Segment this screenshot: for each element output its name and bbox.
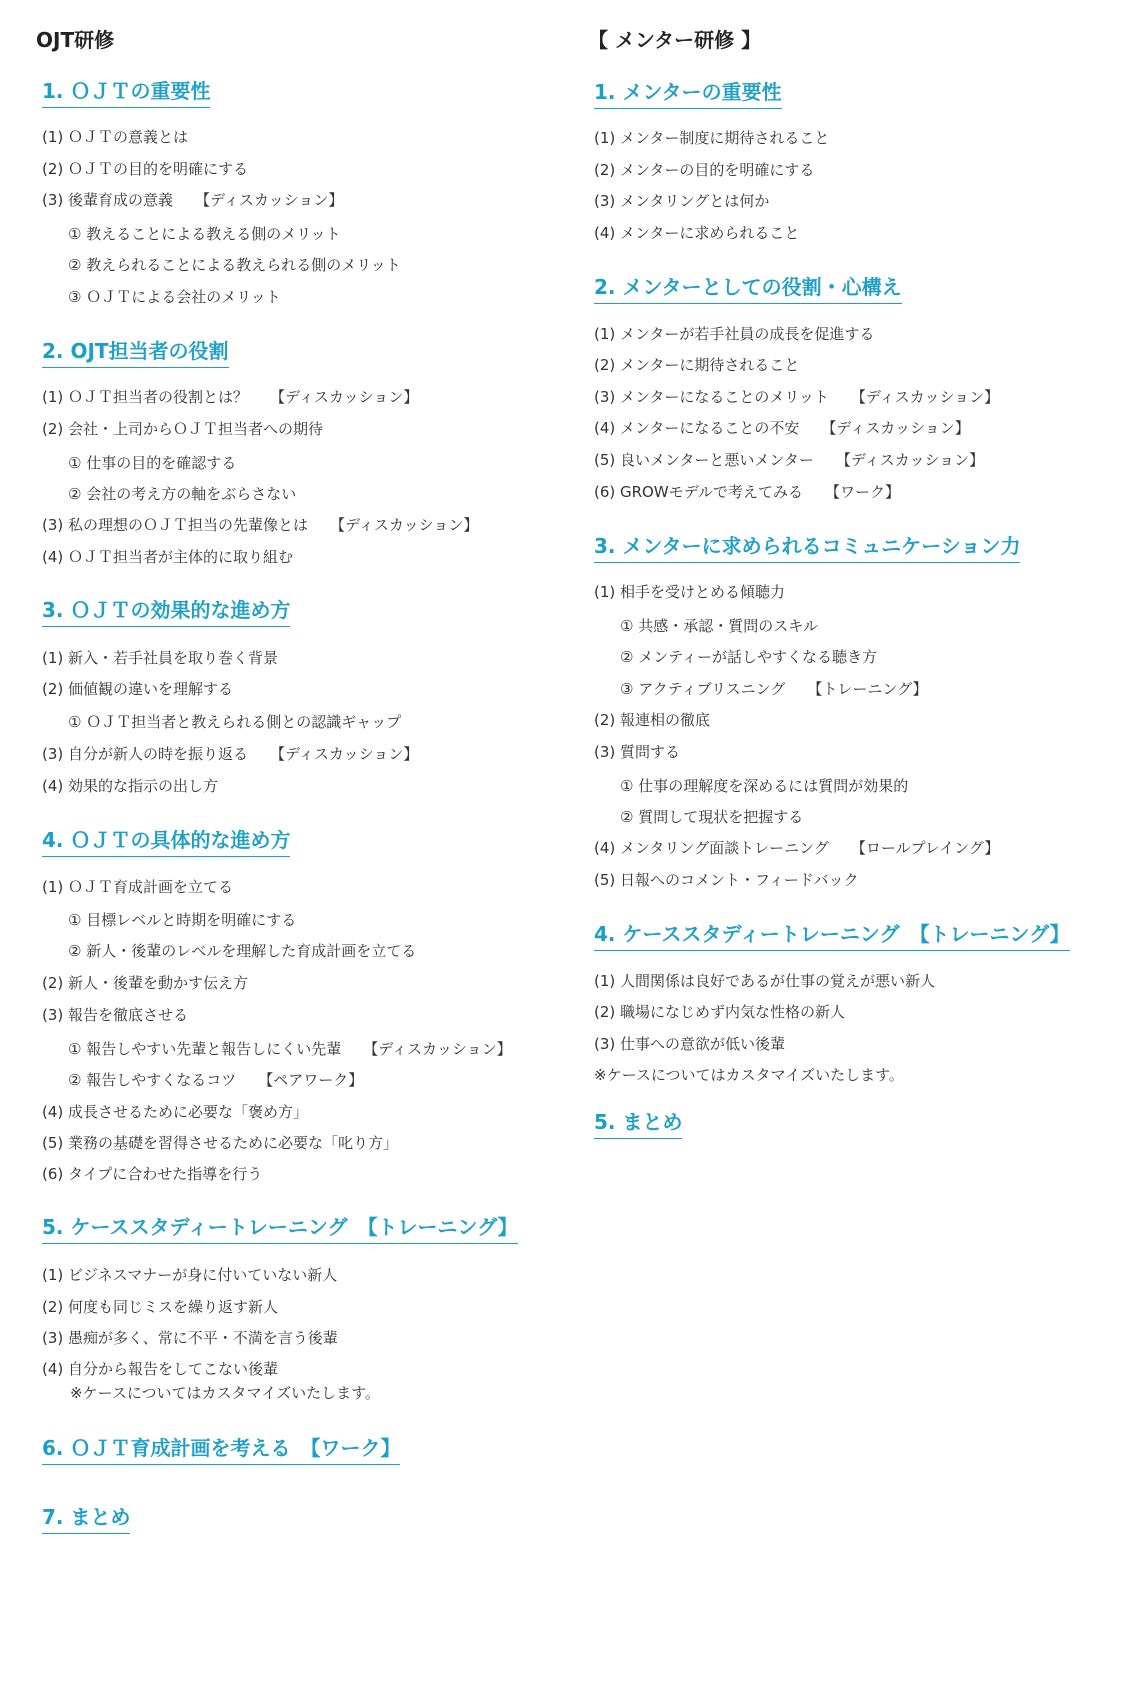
item-text: (2) 何度も同じミスを繰り返す新人 [42,1298,279,1316]
list-item [594,421,970,436]
sub-list-item [68,1073,363,1088]
section-heading: 4. ＯＪＴの具体的な進め方 [42,830,290,857]
section-heading: 3. ＯＪＴの効果的な進め方 [42,600,290,627]
list-item [594,585,785,600]
section-heading: 7. まとめ [42,1507,130,1534]
item-text: (3) 質問する [594,743,681,761]
item-text: (4) メンターに求められること [594,224,800,242]
activity-tag: 【トレーニング】 [807,680,928,698]
item-text: (1) ＯＪＴの意義とは [42,128,189,146]
activity-tag: 【ディスカッション】 [270,745,419,763]
item-text: ① 報告しやすい先輩と報告しにくい先輩 [68,1040,342,1058]
note-text [594,1068,904,1083]
list-item [594,327,874,342]
activity-tag: 【ディスカッション】 [363,1040,512,1058]
sub-list-item [620,779,908,794]
sub-list-item [620,682,928,697]
item-text: ② 質問して現状を把握する [620,808,804,826]
activity-tag: 【ディスカッション】 [850,388,1000,406]
item-text: (2) ＯＪＴの目的を明確にする [42,160,249,178]
item-text: (5) 良いメンターと悪いメンター [594,451,814,469]
column-title: 【 メンター研修 】 [588,28,762,52]
item-text: (4) 成長させるために必要な「褒め方」 [42,1103,309,1121]
item-text: ① 目標レベルと時期を明確にする [68,911,297,929]
item-text: (1) ＯＪＴ育成計画を立てる [42,878,234,896]
item-text: (2) メンターの目的を明確にする [594,161,815,179]
list-item [42,1105,308,1120]
list-item [594,1037,785,1052]
list-item [594,131,829,146]
activity-tag: 【ディスカッション】 [821,419,970,437]
item-text: ③ ＯＪＴによる会社のメリット [68,288,281,306]
item-text: (2) 報連相の徹底 [594,711,711,729]
item-text: ② 会社の考え方の軸をぶらさない [68,485,297,503]
list-item [42,130,188,145]
section-heading: 5. まとめ [594,1112,682,1139]
list-item [42,518,478,533]
item-text: (1) メンターが若手社員の成長を促進する [594,325,875,343]
list-item [42,682,233,697]
section-heading: 2. OJT担当者の役割 [42,341,229,368]
sub-list-item [68,715,401,730]
item-text: ① 教えることによる教える側のメリット [68,225,341,243]
item-text: ① 仕事の理解度を深めるには質問が効果的 [620,777,909,795]
list-item [42,162,248,177]
sub-list-item [68,227,341,242]
activity-tag: 【ペアワーク】 [258,1071,364,1089]
list-item [42,779,218,794]
list-item [594,358,799,373]
list-item [594,163,814,178]
list-item [42,422,323,437]
item-text: (2) 価値観の違いを理解する [42,680,234,698]
list-item [594,873,859,888]
list-item [42,1167,262,1182]
activity-tag: 【ディスカッション】 [835,451,985,469]
sub-list-item [68,913,296,928]
item-text: (5) 業務の基礎を習得させるために必要な「叱り方」 [42,1134,399,1152]
item-text: (1) 相手を受けとめる傾聴力 [594,583,786,601]
activity-tag: 【ディスカッション】 [195,191,344,209]
list-item [42,1008,188,1023]
list-item [42,550,293,565]
list-item [42,976,248,991]
item-text: ③ アクティブリスニング [620,680,786,698]
item-text: ① ＯＪＴ担当者と教えられる側との認識ギャップ [68,713,402,731]
sub-list-item [68,290,281,305]
section-heading: 1. メンターの重要性 [594,82,782,109]
item-text: (1) 人間関係は良好であるが仕事の覚えが悪い新人 [594,972,936,990]
item-text: (4) ＯＪＴ担当者が主体的に取り組む [42,548,294,566]
list-item [42,1136,398,1151]
list-item [42,1300,278,1315]
item-text: ① 共感・承認・質問のスキル [620,617,819,635]
activity-tag: 【ワーク】 [824,483,900,501]
column-title: OJT研修 [36,28,115,52]
item-text: (3) メンターになることのメリット [594,388,829,406]
item-text: (1) メンター制度に期待されること [594,129,830,147]
item-text: ※ケースについてはカスタマイズいたします。 [70,1384,380,1402]
item-text: ② メンティーが話しやすくなる聴き方 [620,648,878,666]
item-text: (3) 仕事への意欲が低い後輩 [594,1035,786,1053]
list-item [594,226,799,241]
section-heading: 5. ケーススタディートレーニング 【トレーニング】 [42,1217,518,1244]
item-text: (2) メンターに期待されること [594,356,800,374]
sub-list-item [68,456,236,471]
section-heading: 4. ケーススタディートレーニング 【トレーニング】 [594,924,1070,951]
list-item [594,485,900,500]
item-text: (1) 新入・若手社員を取り巻く背景 [42,649,279,667]
list-item [594,713,710,728]
item-text: (1) ビジネスマナーが身に付いていない新人 [42,1266,338,1284]
item-text: ② 新人・後輩のレベルを理解した育成計画を立てる [68,942,417,960]
list-item [42,390,418,405]
sub-list-item [68,944,416,959]
list-item [594,841,999,856]
list-item [594,390,999,405]
item-text: (1) ＯＪＴ担当者の役割とは？ [42,388,249,406]
item-text: (4) 効果的な指示の出し方 [42,777,219,795]
item-text: (3) 自分が新人の時を振り返る [42,745,249,763]
sub-list-item [620,810,803,825]
item-text: ※ケースについてはカスタマイズいたします。 [594,1066,904,1084]
list-item [42,193,343,208]
sub-list-item [68,1042,512,1057]
section-heading: 6. ＯＪＴ育成計画を考える 【ワーク】 [42,1438,400,1465]
item-text: (3) メンタリングとは何か [594,192,770,210]
list-item [42,651,278,666]
item-text: (3) 愚痴が多く、常に不平・不満を言う後輩 [42,1329,338,1347]
sub-list-item [68,258,401,273]
item-text: ① 仕事の目的を確認する [68,454,237,472]
item-text: (6) GROWモデルで考えてみる [594,483,803,501]
item-text: ② 報告しやすくなるコツ [68,1071,237,1089]
sub-list-item [620,650,877,665]
item-text: (3) 後輩育成の意義 [42,191,174,209]
note-text [70,1386,380,1401]
section-heading: 2. メンターとしての役割・心構え [594,277,902,304]
item-text: (4) メンタリング面談トレーニング [594,839,829,857]
item-text: (5) 日報へのコメント・フィードバック [594,871,859,889]
list-item [42,1362,278,1377]
item-text: (2) 新人・後輩を動かす伝え方 [42,974,249,992]
section-heading: 1. ＯＪＴの重要性 [42,81,210,108]
list-item [594,745,680,760]
list-item [594,1005,845,1020]
list-item [594,453,984,468]
list-item [42,1268,337,1283]
item-text: (3) 報告を徹底させる [42,1006,189,1024]
activity-tag: 【ロールプレイング】 [850,839,1000,857]
activity-tag: 【ディスカッション】 [330,516,479,534]
list-item [594,974,935,989]
list-item [42,747,418,762]
item-text: (6) タイプに合わせた指導を行う [42,1165,263,1183]
sub-list-item [620,619,818,634]
list-item [42,1331,338,1346]
section-heading: 3. メンターに求められるコミュニケーション力 [594,536,1020,563]
item-text: (2) 職場になじめず内気な性格の新人 [594,1003,846,1021]
activity-tag: 【ディスカッション】 [270,388,419,406]
item-text: (4) メンターになることの不安 [594,419,800,437]
item-text: (4) 自分から報告をしてこない後輩 [42,1360,279,1378]
sub-list-item [68,487,296,502]
list-item [42,880,233,895]
item-text: (2) 会社・上司からＯＪＴ担当者への期待 [42,420,324,438]
list-item [594,194,769,209]
item-text: ② 教えられることによる教えられる側のメリット [68,256,401,274]
item-text: (3) 私の理想のＯＪＴ担当の先輩像とは [42,516,309,534]
